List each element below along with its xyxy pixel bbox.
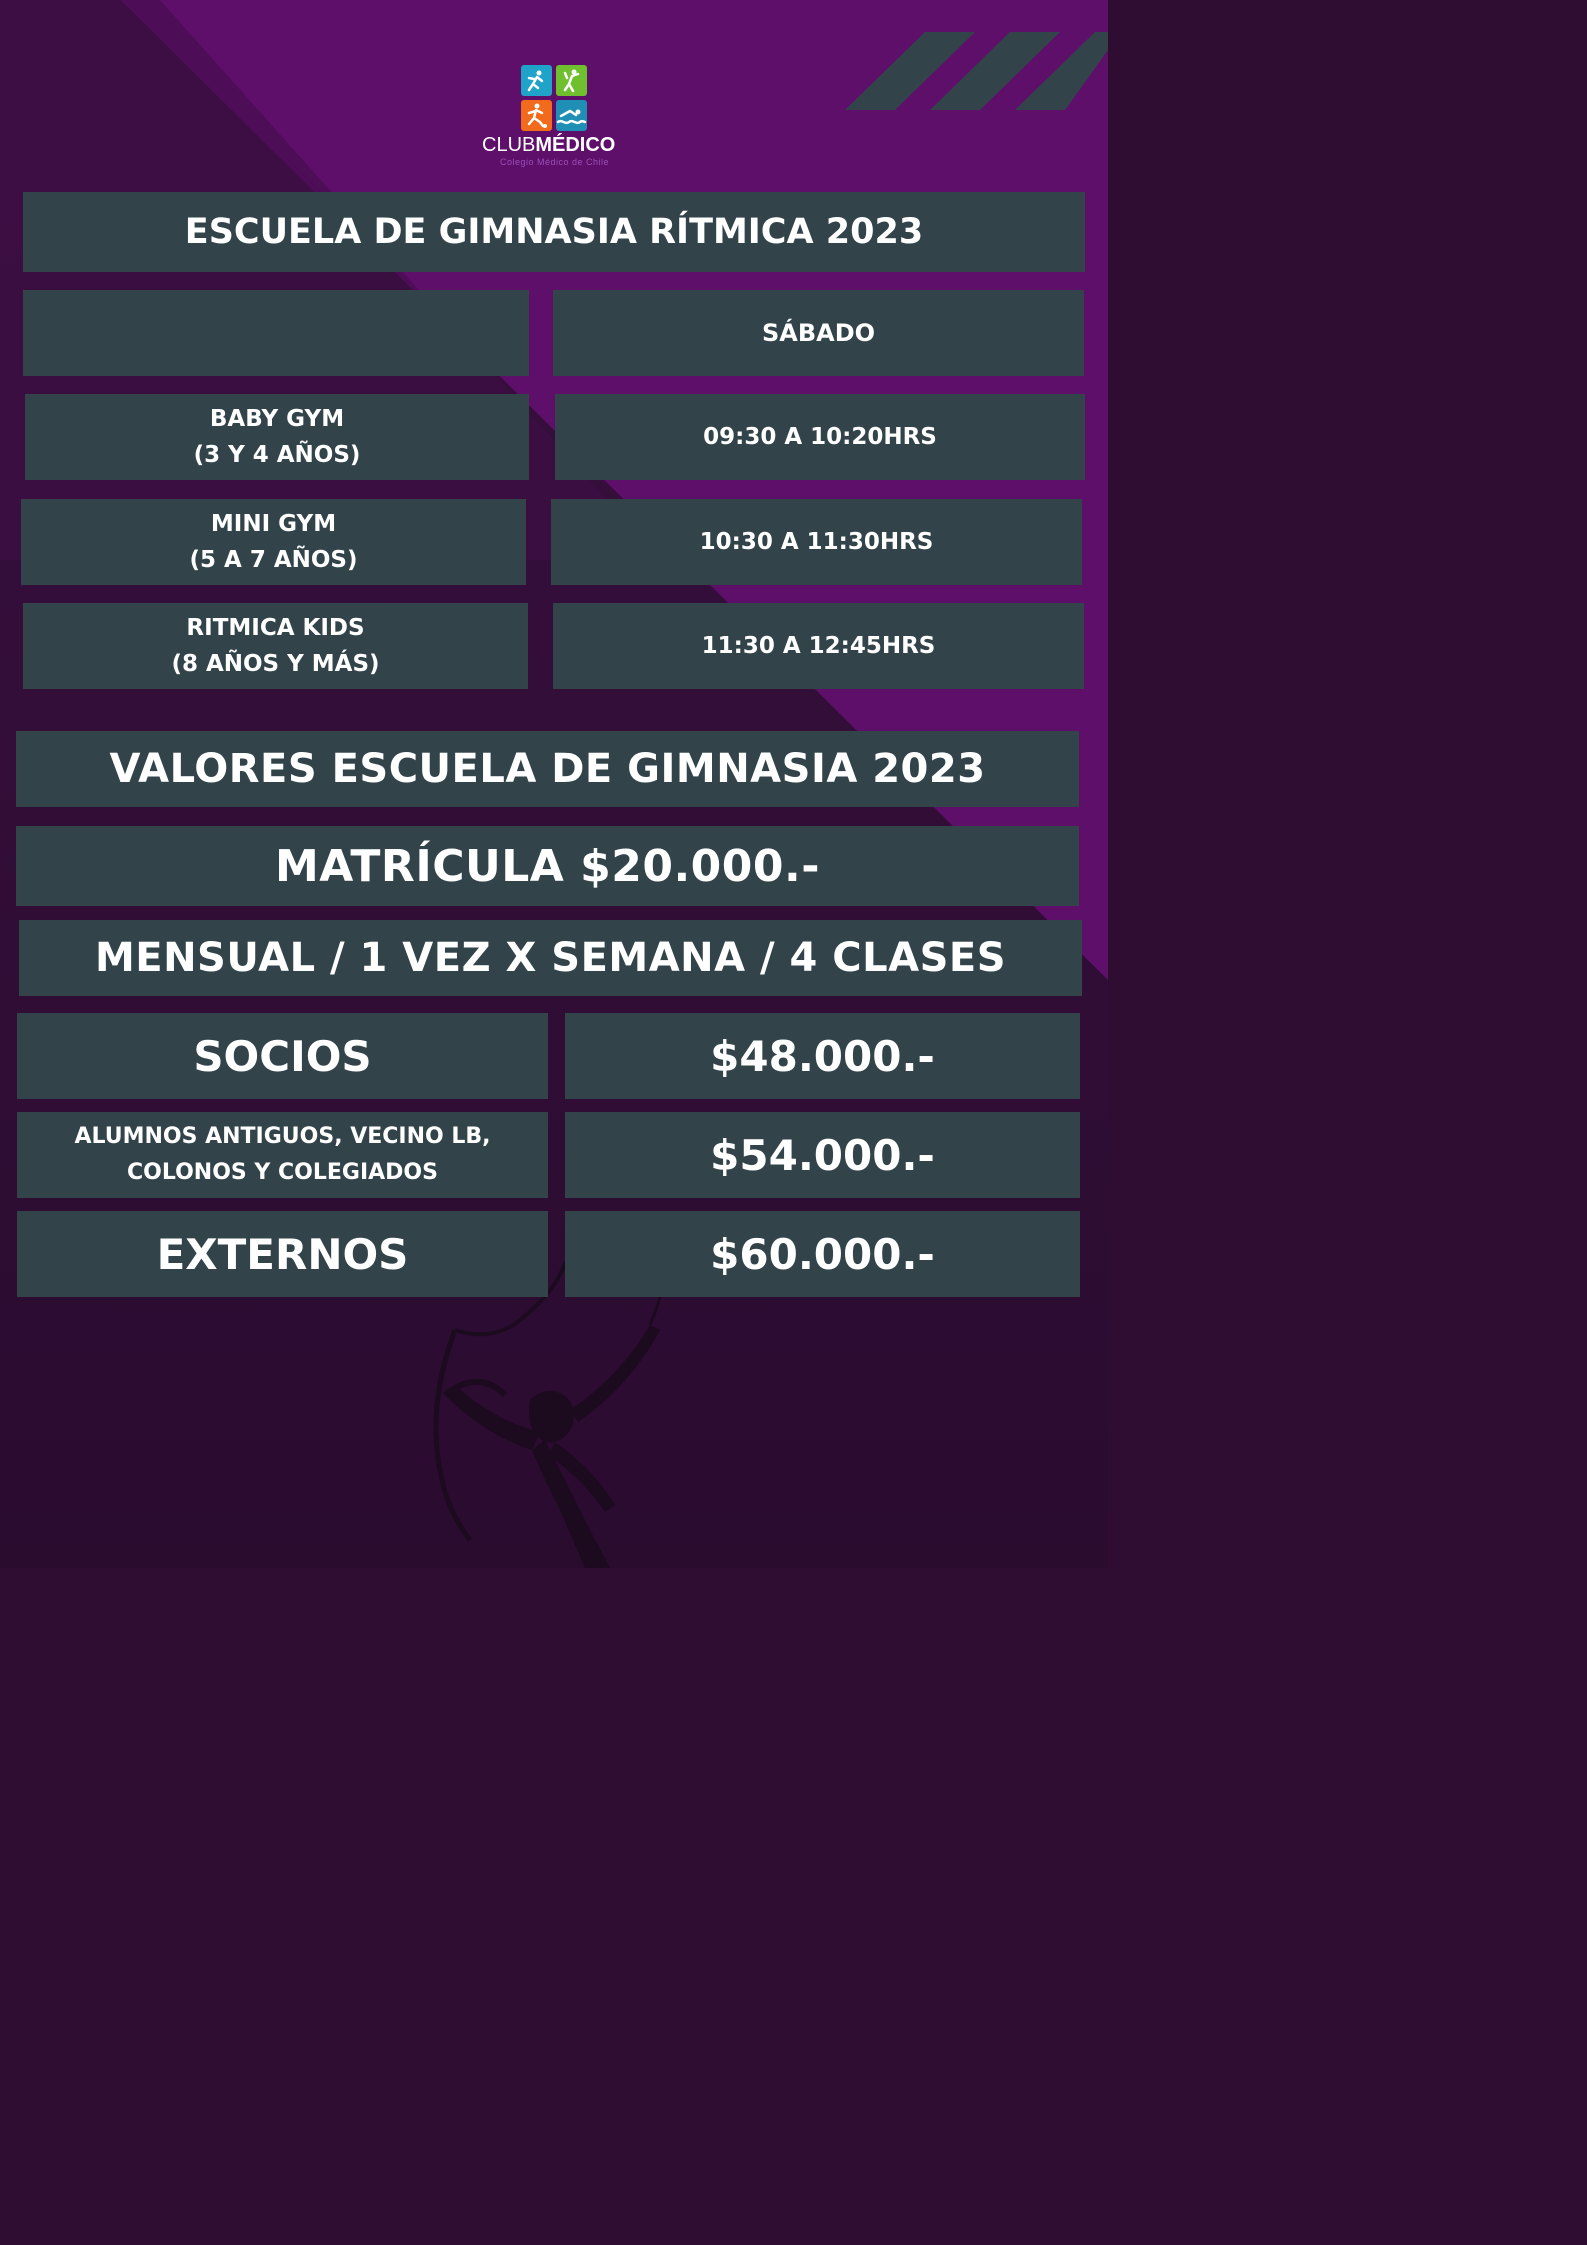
group-age: (8 AÑOS Y MÁS) xyxy=(171,651,380,677)
price-category-cell xyxy=(17,1112,548,1198)
price-value-cell: $60.000.- xyxy=(565,1211,1080,1297)
category-line: ALUMNOS ANTIGUOS, VECINO LB, xyxy=(74,1124,491,1149)
group-name: MINI GYM xyxy=(210,511,337,537)
schedule-group-cell xyxy=(23,603,528,689)
group-name: BABY GYM xyxy=(209,406,345,432)
schedule-time-cell: 09:30 A 10:20HRS xyxy=(555,394,1085,480)
monthly-plan: MENSUAL / 1 VEZ X SEMANA / 4 CLASES xyxy=(19,920,1082,996)
schedule-header-empty-cell xyxy=(23,290,529,376)
price-value-cell: $48.000.- xyxy=(565,1013,1080,1099)
group-age: (3 Y 4 AÑOS) xyxy=(193,442,361,468)
price-category-cell: SOCIOS xyxy=(17,1013,548,1099)
schedule-time-cell: 10:30 A 11:30HRS xyxy=(551,499,1082,585)
schedule-group-cell xyxy=(25,394,529,480)
enrollment-fee: MATRÍCULA $20.000.- xyxy=(16,826,1079,906)
price-value-cell: $54.000.- xyxy=(565,1112,1080,1198)
category-line: COLONOS Y COLEGIADOS xyxy=(127,1160,438,1185)
schedule-time-cell: 11:30 A 12:45HRS xyxy=(553,603,1084,689)
prices-title: VALORES ESCUELA DE GIMNASIA 2023 xyxy=(16,731,1079,807)
schedule-title: ESCUELA DE GIMNASIA RÍTMICA 2023 xyxy=(23,192,1085,272)
club-subtitle: Colegio Médico de Chile xyxy=(499,157,610,167)
schedule-day-header: SÁBADO xyxy=(553,290,1084,376)
group-name: RITMICA KIDS xyxy=(186,615,365,641)
schedule-group-cell xyxy=(21,499,526,585)
club-name: CLUBMÉDICO xyxy=(482,134,616,156)
group-age: (5 A 7 AÑOS) xyxy=(189,547,358,573)
price-category-cell: EXTERNOS xyxy=(17,1211,548,1297)
